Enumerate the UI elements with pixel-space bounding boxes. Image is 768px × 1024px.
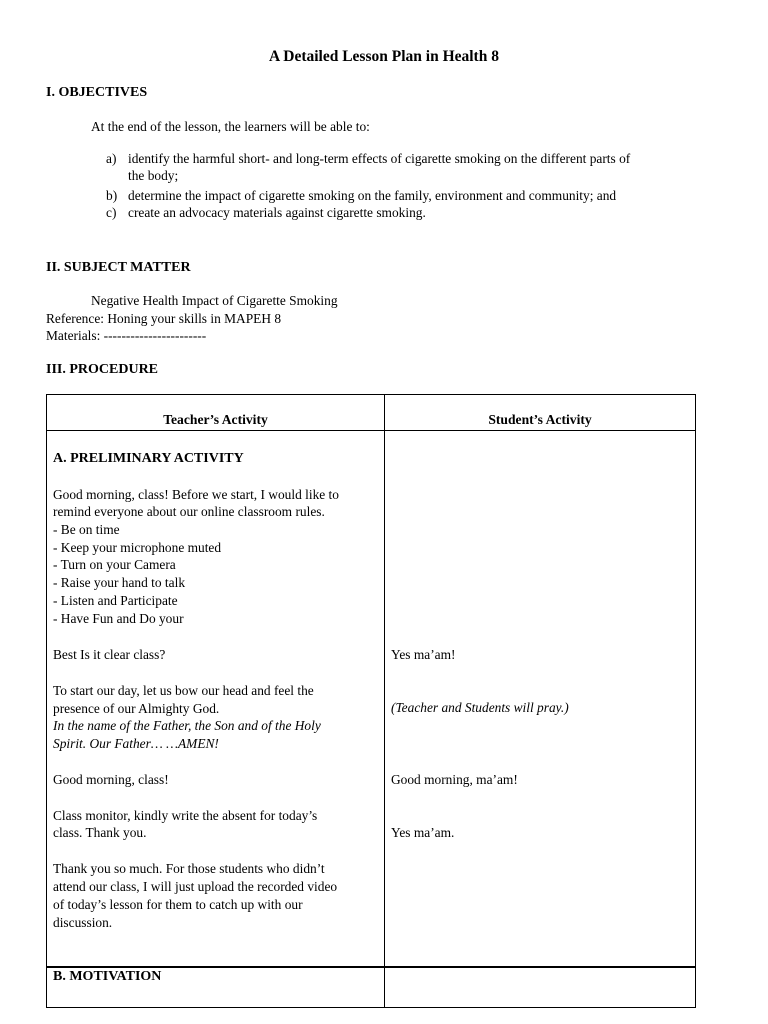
objective-label: b) (106, 188, 118, 203)
objective-label: c) (106, 205, 117, 220)
student-activity-cell (385, 431, 696, 968)
objective-label: a) (106, 151, 117, 166)
subject-reference: Reference: Honing your skills in MAPEH 8 (46, 311, 282, 326)
procedure-heading: III. PROCEDURE (46, 362, 159, 377)
teacher-line: - Turn on your Camera (53, 557, 176, 572)
teacher-line: - Be on time (53, 522, 120, 537)
subject-matter-heading: II. SUBJECT MATTER (46, 260, 191, 275)
teacher-line: - Keep your microphone muted (53, 540, 222, 555)
teacher-line: Thank you so much. For those students who didn’t (53, 861, 325, 876)
prayer-line: In the name of the Father, the Son and of the Holy (53, 718, 321, 733)
subject-topic: Negative Health Impact of Cigarette Smoking (91, 293, 338, 308)
teacher-line: Good morning, class! (53, 772, 169, 787)
subject-materials: Materials: ----------------------- (46, 328, 207, 343)
motivation-teacher-cell (47, 967, 385, 1008)
teacher-line: of today’s lesson for them to catch up with our (53, 897, 303, 912)
teacher-line: - Raise your hand to talk (53, 575, 186, 590)
teacher-line: presence of our Almighty God. (53, 701, 220, 716)
objective-text: create an advocacy materials against cigarette smoking. (128, 205, 426, 220)
motivation-student-cell (385, 967, 696, 1008)
objectives-heading: I. OBJECTIVES (46, 85, 148, 100)
objective-text: identify the harmful short- and long-term effects of cigarette smoking on the different parts of (128, 151, 631, 166)
teacher-line: discussion. (53, 915, 113, 930)
teacher-line: - Have Fun and Do your (53, 611, 184, 626)
section-b-heading: B. MOTIVATION (53, 969, 162, 984)
document-title: A Detailed Lesson Plan in Health 8 (269, 48, 499, 65)
teacher-line: To start our day, let us bow our head and feel the (53, 683, 314, 698)
student-line: (Teacher and Students will pray.) (391, 700, 569, 715)
objective-item-b (106, 187, 616, 205)
objective-item-a (106, 150, 630, 168)
student-line: Yes ma’am. (391, 825, 455, 840)
prayer-line: Spirit. Our Father… …AMEN! (53, 736, 219, 751)
teacher-line: - Listen and Participate (53, 593, 178, 608)
student-line: Yes ma’am! (391, 647, 456, 662)
objectives-intro: At the end of the lesson, the learners will be able to: (91, 119, 370, 134)
teacher-activity-cell (47, 431, 385, 968)
teacher-line: attend our class, I will just upload the recorded video (53, 879, 338, 894)
teacher-line: Best Is it clear class? (53, 647, 166, 662)
student-line: Good morning, ma’am! (391, 772, 518, 787)
procedure-table (46, 394, 696, 1008)
objective-text: determine the impact of cigarette smoking on the family, environment and community; and (128, 188, 617, 203)
teacher-line: class. Thank you. (53, 825, 147, 840)
objective-item-a-cont: the body; (128, 168, 179, 183)
teacher-line: remind everyone about our online classroom rules. (53, 504, 325, 519)
objective-item-c (106, 204, 426, 222)
student-activity-header: Student’s Activity (385, 395, 696, 431)
section-a-heading: A. PRELIMINARY ACTIVITY (53, 451, 244, 466)
teacher-activity-header: Teacher’s Activity (47, 395, 385, 431)
teacher-line: Good morning, class! Before we start, I would like to (53, 487, 339, 502)
teacher-line: Class monitor, kindly write the absent for today’s (53, 808, 318, 823)
